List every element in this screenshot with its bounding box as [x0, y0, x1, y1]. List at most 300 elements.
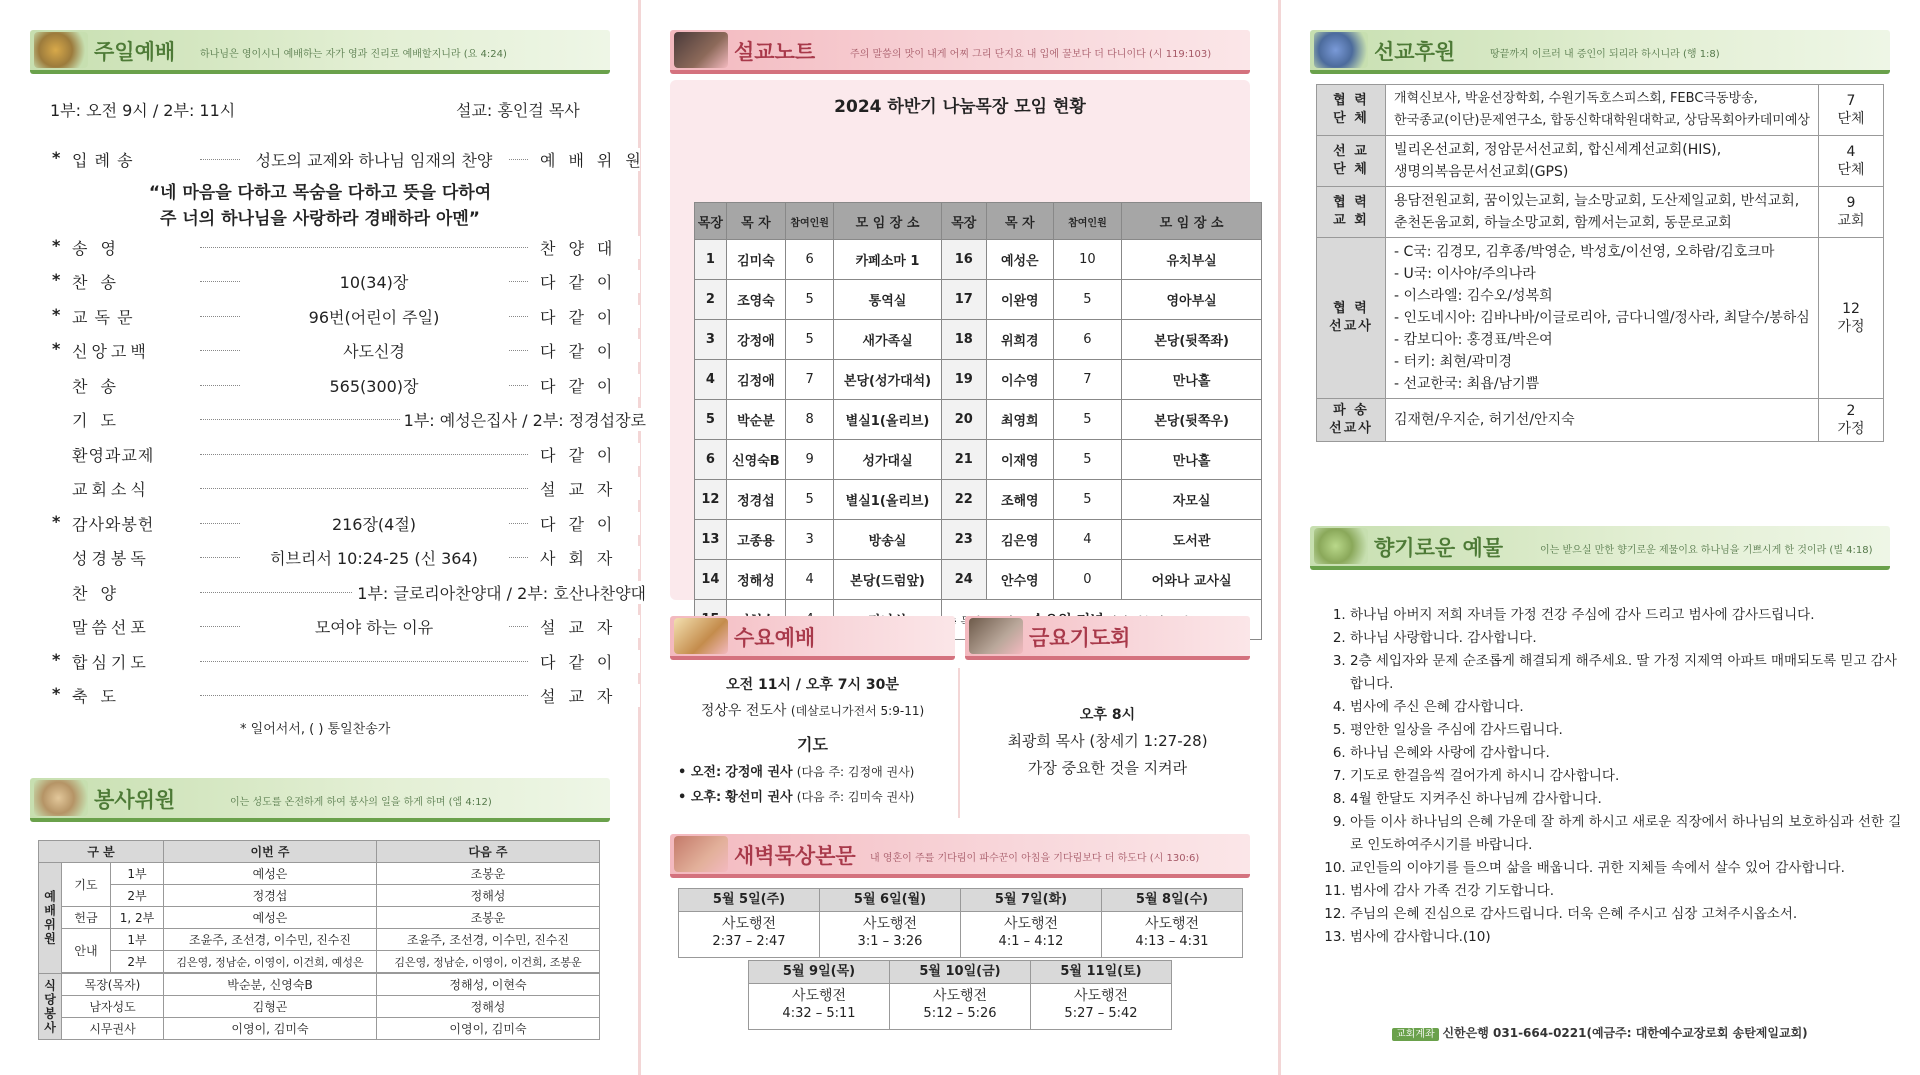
dotted-leader — [200, 695, 528, 696]
mission-row — [1317, 238, 1884, 399]
mission-category: 협 력 단 체 — [1317, 85, 1386, 136]
prayer-next: (다음 주: 김정애 권사) — [796, 765, 915, 779]
dawn-date: 5월 7일(화) — [961, 889, 1101, 912]
cell: 2부 — [111, 951, 164, 973]
prayer-item: 9. 아들 이사 하나님의 은혜 가운데 잘 하게 하시고 새로운 직장에서 하나님의 보호하심과 선한 길로 인도하여주시기를 바랍니다. — [1350, 811, 1906, 857]
table-header: 참여인원 — [786, 203, 834, 240]
dotted-leader — [200, 454, 528, 455]
order-name: 성경봉독 — [72, 549, 150, 568]
table-cell: 4 — [786, 560, 834, 600]
prayer-label: • 오후: — [678, 790, 722, 805]
table-cell: 17 — [941, 280, 986, 320]
worship-order-item — [50, 148, 690, 176]
table-row — [695, 440, 1262, 480]
order-responsible: 다같이 — [540, 339, 640, 362]
section-title: 향기로운 예물 — [1374, 536, 1504, 560]
order-name: 교회소식 — [72, 480, 150, 499]
standing-note: * 일어서서, ( ) 통일찬송가 — [240, 722, 391, 737]
praying-hands-icon — [969, 618, 1023, 654]
dawn-passage — [890, 984, 1030, 1023]
table-cell: 김은영 — [986, 520, 1053, 560]
order-responsible: 다같이 — [540, 374, 640, 397]
star-mark: * — [52, 650, 61, 669]
service-times: 1부: 오전 9시 / 2부: 11시 — [50, 101, 236, 120]
order-name: 기 도 — [72, 411, 120, 430]
prayer-item: 5. 평안한 일상을 주심에 감사드립니다. — [1350, 719, 1906, 742]
cell: 예성은 — [164, 907, 377, 929]
worship-order-item — [50, 374, 690, 402]
dawn-book: 사도행전 — [1144, 916, 1200, 932]
table-cell: 정경섭 — [726, 480, 785, 520]
table-row — [695, 520, 1262, 560]
table-header: 목 자 — [726, 203, 785, 240]
order-name: 감사와봉헌 — [72, 515, 155, 534]
order-name: 찬 송 — [72, 273, 120, 292]
dawn-range: 4:13 – 4:31 — [1135, 934, 1209, 949]
dotted-leader — [200, 661, 528, 662]
dawn-range: 5:27 – 5:42 — [1064, 1006, 1138, 1021]
order-responsible: 설교자 — [540, 684, 640, 707]
dawn-passage — [1102, 912, 1242, 951]
order-content: 모여야 하는 이유 — [240, 615, 508, 638]
table-cell: 별실1(올리브) — [834, 400, 941, 440]
section-header-volunteers — [30, 778, 610, 822]
table-cell: 만나홀 — [1122, 440, 1262, 480]
friday-prayer — [965, 668, 1250, 818]
order-content: 히브리서 10:24-25 (신 364) — [240, 546, 508, 569]
table-cell: 5 — [695, 400, 727, 440]
prayer-item: 6. 하나님 은혜와 사랑에 감사합니다. — [1350, 742, 1906, 765]
section-header-sermon-note — [670, 30, 1250, 74]
section-header-sunday-worship — [30, 30, 610, 74]
dawn-passage — [961, 912, 1101, 951]
header-next-week: 다음 주 — [377, 841, 600, 863]
order-name: 입 례 송 — [72, 151, 134, 170]
section-title: 선교후원 — [1374, 40, 1456, 64]
sermon-note-panel — [670, 80, 1250, 600]
mission-content: 김재현/우지순, 허기선/안지숙 — [1386, 399, 1819, 442]
worship-order-item — [50, 443, 690, 471]
table-row — [695, 360, 1262, 400]
cell: 조봉운 — [377, 907, 600, 929]
mission-content: - C국: 김경모, 김후종/박영순, 박성호/이선영, 오하람/김호크마 - U국: 이사야/주의나라 - 이스라엘: 김수오/성복희 - 인도네시아: 김바나바/이글로리아, 금다니엘/정사라, 최달수/봉하심 - 캄보디아: 홍경표/박은여 - 터키: 최현/곽미경 - 선교한국: 최욥/남기쁨 — [1386, 238, 1819, 399]
worship-order-item — [50, 650, 690, 678]
table-cell: 고종용 — [726, 520, 785, 560]
section-verse: 이는 성도를 온전하게 하여 봉사의 일을 하게 하며 (엡 4:12) — [230, 797, 492, 808]
dawn-book: 사도행전 — [1073, 988, 1129, 1004]
row-prayer-label: 기도 — [62, 863, 111, 907]
cell: 시무권사 — [62, 1018, 164, 1040]
table-cell: 1 — [695, 240, 727, 280]
dawn-day — [889, 960, 1031, 1030]
order-name: 축 도 — [72, 687, 120, 706]
order-content: 10(34)장 — [240, 270, 508, 293]
order-name: 환영과교제 — [72, 446, 155, 465]
table-cell: 유치부실 — [1122, 240, 1262, 280]
table-header: 모 임 장 소 — [834, 203, 941, 240]
table-cell: 도서관 — [1122, 520, 1262, 560]
table-cell: 5 — [1053, 280, 1121, 320]
cell: 이영이, 김미숙 — [164, 1018, 377, 1040]
wed-prayer-title: 기도 — [797, 735, 828, 754]
table-cell: 5 — [786, 280, 834, 320]
table-cell: 16 — [941, 240, 986, 280]
table-cell: 4 — [695, 360, 727, 400]
section-title: 금요기도회 — [1029, 626, 1131, 650]
wed-speaker: 정상우 전도사 — [700, 703, 787, 719]
mission-content: 빌리온선교회, 정암문서선교회, 합신세계선교회(HIS), 생명의복음문서선교회(GPS) — [1386, 136, 1819, 187]
order-responsible: 사회자 — [540, 546, 640, 569]
section-verse: 이는 받으실 만한 향기로운 제물이요 하나님을 기쁘시게 한 것이라 (빌 4:18) — [1540, 545, 1873, 556]
cell: 조봉운 — [377, 863, 600, 885]
cell: 이영이, 김미숙 — [377, 1018, 600, 1040]
cell: 정해성 — [377, 885, 600, 907]
table-cell: 통역실 — [834, 280, 941, 320]
offering-prayer-list — [1326, 604, 1906, 949]
mission-count: 2 가정 — [1819, 399, 1884, 442]
order-name: 말씀선포 — [72, 618, 150, 637]
cell: 정해성, 이현숙 — [377, 974, 600, 996]
order-responsible: 다같이 — [540, 512, 640, 535]
dawn-range: 3:1 – 3:26 — [857, 934, 923, 949]
table-cell: 본당(드럼앞) — [834, 560, 941, 600]
mission-count: 7 단체 — [1819, 85, 1884, 136]
dawn-date: 5월 5일(주) — [679, 889, 819, 912]
cell: 1부 — [111, 929, 164, 951]
star-mark: * — [52, 305, 61, 324]
table-cell: 6 — [695, 440, 727, 480]
worship-order-item — [50, 546, 690, 574]
mission-category: 선 교 단 체 — [1317, 136, 1386, 187]
table-cell: 영아부실 — [1122, 280, 1262, 320]
table-cell: 안수영 — [986, 560, 1053, 600]
table-cell: 5 — [1053, 400, 1121, 440]
table-cell: 7 — [1053, 360, 1121, 400]
cell: 2부 — [111, 885, 164, 907]
bank-account: 신한은행 031-664-0221(예금주: 대한예수교장로회 송탄제일교회) — [1442, 1026, 1808, 1040]
table-cell: 8 — [786, 400, 834, 440]
dawn-day — [960, 888, 1102, 958]
cell: 정해성 — [377, 996, 600, 1018]
lyric-line-1: “네 마음을 다하고 목숨을 다하고 뜻을 다하여 — [148, 183, 492, 203]
table-cell: 10 — [1053, 240, 1121, 280]
dotted-leader — [200, 247, 528, 248]
section-verse: 하나님은 영이시니 예배하는 자가 영과 진리로 예배할지니라 (요 4:24) — [200, 49, 507, 60]
sprout-icon — [1314, 528, 1368, 564]
worship-order-item — [50, 408, 690, 436]
table-cell: 3 — [786, 520, 834, 560]
prayer-name: 강정애 권사 — [725, 765, 793, 780]
worship-order-item — [50, 305, 690, 333]
prayer-item: 12. 주님의 은혜 진심으로 감사드립니다. 더욱 은혜 주시고 심장 고쳐주시옵소서. — [1350, 903, 1906, 926]
mission-count: 9 교회 — [1819, 187, 1884, 238]
dawn-range: 4:1 – 4:12 — [998, 934, 1064, 949]
dawn-day — [748, 960, 890, 1030]
prayer-item: 7. 기도로 한걸음씩 걸어가게 하시니 감사합니다. — [1350, 765, 1906, 788]
table-cell: 3 — [695, 320, 727, 360]
worship-order-item — [50, 270, 690, 298]
prayer-item: 3. 2층 세입자와 문제 순조롭게 해결되게 해주세요. 딸 가정 지제역 아파트 매매되도록 믿고 감사합니다. — [1350, 650, 1906, 696]
hands-icon — [34, 780, 88, 816]
table-title: 2024 하반기 나눔목장 모임 현황 — [834, 97, 1086, 117]
dawn-book: 사도행전 — [791, 988, 847, 1004]
dawn-date: 5월 8일(수) — [1102, 889, 1242, 912]
dawn-day — [678, 888, 820, 958]
table-cell: 14 — [695, 560, 727, 600]
sunrise-icon — [674, 836, 728, 872]
table-cell: 조해영 — [986, 480, 1053, 520]
mission-row — [1317, 85, 1884, 136]
star-mark: * — [52, 148, 61, 167]
cell: 조윤주, 조선경, 이수민, 진수진 — [377, 929, 600, 951]
cell: 김은영, 정남순, 이영이, 이건희, 예성은 — [164, 951, 377, 973]
worship-order-item — [50, 236, 690, 264]
order-name: 송 영 — [72, 239, 120, 258]
table-header: 목장 — [941, 203, 986, 240]
cell: 1, 2부 — [111, 907, 164, 929]
mission-row — [1317, 136, 1884, 187]
table-cell: 24 — [941, 560, 986, 600]
volunteer-table — [38, 840, 600, 1040]
order-responsible: 다같이 — [540, 650, 640, 673]
column-sermon — [640, 0, 1280, 1075]
prayer-item: 10. 교인들의 이야기를 들으며 삶을 배웁니다. 귀한 지체들 속에서 살수 있어 감사합니다. — [1350, 857, 1906, 880]
wed-time: 오전 11시 / 오후 7시 30분 — [726, 677, 899, 693]
worship-order-item — [50, 615, 690, 643]
bank-info — [1392, 1024, 1808, 1041]
table-cell: 2 — [695, 280, 727, 320]
table-cell: 성가대실 — [834, 440, 941, 480]
cell: 예성은 — [164, 863, 377, 885]
dawn-book: 사도행전 — [1003, 916, 1059, 932]
worship-order-item — [50, 339, 690, 367]
order-content: 565(300)장 — [240, 374, 508, 397]
section-header-friday — [965, 616, 1250, 660]
dawn-range: 5:12 – 5:26 — [923, 1006, 997, 1021]
row-guide-label: 안내 — [62, 929, 111, 973]
table-cell: 예성은 — [986, 240, 1053, 280]
preacher: 설교: 홍인걸 목사 — [456, 101, 580, 120]
dawn-book: 사도행전 — [932, 988, 988, 1004]
cell: 목장(목자) — [62, 974, 164, 996]
group-meeting-table — [694, 202, 1262, 640]
order-name: 찬 양 — [72, 584, 120, 603]
order-responsible: 예배위원 — [540, 148, 640, 171]
lyric-line-2: 주 너의 하나님을 사랑하라 경배하라 아멘” — [160, 209, 480, 229]
mission-count: 4 단체 — [1819, 136, 1884, 187]
section-title: 수요예배 — [734, 626, 816, 650]
worship-order-item — [50, 512, 690, 540]
mission-table — [1316, 84, 1884, 442]
cell: 김형곤 — [164, 996, 377, 1018]
mission-category: 협 력 교 회 — [1317, 187, 1386, 238]
table-header: 참여인원 — [1053, 203, 1121, 240]
prayer-label: • 오전: — [678, 765, 722, 780]
table-cell: 위희경 — [986, 320, 1053, 360]
table-cell: 5 — [1053, 480, 1121, 520]
header-this-week: 이번 주 — [164, 841, 377, 863]
header-category: 구 분 — [39, 841, 164, 863]
dawn-passage — [820, 912, 960, 951]
mission-row — [1317, 187, 1884, 238]
table-cell: 이재영 — [986, 440, 1053, 480]
cell: 정경섭 — [164, 885, 377, 907]
mission-row — [1317, 399, 1884, 442]
order-content: 1부: 글로리아찬양대 / 2부: 호산나찬양대 — [353, 581, 650, 604]
prayer-next: (다음 주: 김미숙 권사) — [796, 790, 915, 804]
star-mark: * — [52, 684, 61, 703]
dawn-date: 5월 6일(월) — [820, 889, 960, 912]
dawn-day — [1030, 960, 1172, 1030]
table-cell: 새가족실 — [834, 320, 941, 360]
prayer-item: 13. 범사에 감사합니다.(10) — [1350, 926, 1906, 949]
order-content: 사도신경 — [240, 339, 508, 362]
bank-tag: 교회계좌 — [1392, 1028, 1439, 1041]
table-cell: 조영숙 — [726, 280, 785, 320]
dawn-range: 4:32 – 5:11 — [782, 1006, 856, 1021]
section-header-wednesday — [670, 616, 955, 660]
table-row — [695, 400, 1262, 440]
table-cell: 7 — [786, 360, 834, 400]
section-verse: 땅끝까지 이르러 내 증인이 되리라 하시니라 (행 1:8) — [1490, 49, 1720, 60]
dawn-passage — [749, 984, 889, 1023]
mission-content: 용담전원교회, 꿈이있는교회, 늘소망교회, 도산제일교회, 반석교회, 춘천돈움교회, 하늘소망교회, 함께서는교회, 동문로교회 — [1386, 187, 1819, 238]
table-row — [695, 480, 1262, 520]
flower-icon — [1314, 32, 1368, 68]
cell: 김은영, 정남순, 이영이, 이건희, 조봉운 — [377, 951, 600, 973]
book-icon — [674, 32, 728, 68]
table-cell: 23 — [941, 520, 986, 560]
table-cell: 본당(뒷쪽좌) — [1122, 320, 1262, 360]
order-responsible: 다같이 — [540, 270, 640, 293]
divider — [958, 668, 960, 818]
section-title: 주일예배 — [94, 40, 176, 64]
fri-time: 오후 8시 — [1079, 707, 1136, 723]
table-cell: 박순분 — [726, 400, 785, 440]
star-mark: * — [52, 236, 61, 255]
order-responsible: 설교자 — [540, 615, 640, 638]
star-mark: * — [52, 339, 61, 358]
star-mark: * — [52, 512, 61, 531]
table-cell: 6 — [786, 240, 834, 280]
table-cell: 김정애 — [726, 360, 785, 400]
dawn-range: 2:37 – 2:47 — [712, 934, 786, 949]
table-cell: 어와나 교사실 — [1122, 560, 1262, 600]
cell: 남자성도 — [62, 996, 164, 1018]
table-cell: 13 — [695, 520, 727, 560]
mission-content: 개혁신보사, 박윤선장학회, 수원기독호스피스회, FEBC극동방송, 한국종교(이단)문제연구소, 합동신학대학원대학교, 상담목회아카데미예상 — [1386, 85, 1819, 136]
table-cell: 18 — [941, 320, 986, 360]
table-row — [695, 320, 1262, 360]
table-cell: 강정애 — [726, 320, 785, 360]
dawn-date: 5월 11일(토) — [1031, 961, 1171, 984]
table-row — [695, 280, 1262, 320]
table-header: 목장 — [695, 203, 727, 240]
order-content: 1부: 예성은집사 / 2부: 정경섭장로 — [400, 408, 650, 431]
table-cell: 최영희 — [986, 400, 1053, 440]
table-cell: 본당(뒷쪽우) — [1122, 400, 1262, 440]
table-cell: 자모실 — [1122, 480, 1262, 520]
section-header-mission — [1310, 30, 1890, 74]
order-responsible: 다같이 — [540, 443, 640, 466]
table-cell: 19 — [941, 360, 986, 400]
dawn-day — [819, 888, 961, 958]
fri-speaker: 최광희 목사 (창세기 1:27-28) — [1007, 732, 1208, 750]
dawn-date: 5월 10일(금) — [890, 961, 1030, 984]
fri-sermon: 가장 중요한 것을 지켜라 — [1027, 759, 1188, 777]
mission-count: 12 가정 — [1819, 238, 1884, 399]
prayer-item: 2. 하나님 사랑합니다. 감사합니다. — [1350, 627, 1906, 650]
group-food: 식당봉사 — [39, 974, 62, 1040]
table-cell: 6 — [1053, 320, 1121, 360]
prayer-item: 8. 4월 한달도 지켜주신 하나님께 감사합니다. — [1350, 788, 1906, 811]
table-cell: 0 — [1053, 560, 1121, 600]
section-title: 새벽묵상본문 — [734, 844, 856, 868]
dawn-date: 5월 9일(목) — [749, 961, 889, 984]
table-cell: 5 — [786, 480, 834, 520]
table-cell: 김미숙 — [726, 240, 785, 280]
table-cell: 4 — [1053, 520, 1121, 560]
prayer-item: 1. 하나님 아버지 저희 자녀들 가정 건강 주심에 감사 드리고 범사에 감사드립니다. — [1350, 604, 1906, 627]
prayer-name: 황선미 권사 — [725, 790, 793, 805]
table-cell: 신영숙B — [726, 440, 785, 480]
table-cell: 21 — [941, 440, 986, 480]
leaf-icon — [34, 32, 88, 68]
worship-order-item — [50, 684, 690, 712]
cross-icon — [674, 618, 728, 654]
table-cell: 5 — [1053, 440, 1121, 480]
table-cell: 22 — [941, 480, 986, 520]
wednesday-worship — [670, 668, 955, 818]
table-row — [695, 560, 1262, 600]
table-cell: 이완영 — [986, 280, 1053, 320]
table-cell: 정해성 — [726, 560, 785, 600]
dotted-leader — [200, 488, 528, 489]
prayer-item: 4. 범사에 주신 은혜 감사합니다. — [1350, 696, 1906, 719]
table-cell: 이수영 — [986, 360, 1053, 400]
section-verse: 주의 말씀의 맛이 내게 어찌 그리 단지요 내 입에 꿀보다 더 다니이다 (시 119:103) — [850, 49, 1212, 60]
table-header: 모 임 장 소 — [1122, 203, 1262, 240]
table-cell: 카페소마 1 — [834, 240, 941, 280]
table-header: 목 자 — [986, 203, 1053, 240]
cell: 박순분, 신영숙B — [164, 974, 377, 996]
group-worship: 예배위원 — [39, 863, 62, 974]
dawn-passage — [1031, 984, 1171, 1023]
order-name: 신앙고백 — [72, 342, 150, 361]
mission-category: 협 력 선교사 — [1317, 238, 1386, 399]
dawn-book: 사도행전 — [862, 916, 918, 932]
order-responsible: 다같이 — [540, 305, 640, 328]
column-mission — [1280, 0, 1920, 1075]
dawn-passage — [679, 912, 819, 951]
dawn-day — [1101, 888, 1243, 958]
order-responsible: 찬양대 — [540, 236, 640, 259]
table-cell: 20 — [941, 400, 986, 440]
cell: 헌금 — [62, 907, 111, 929]
order-content: 96번(어린이 주일) — [240, 305, 508, 328]
prayer-item: 11. 범사에 감사 가족 건강 기도합니다. — [1350, 880, 1906, 903]
star-mark: * — [52, 270, 61, 289]
mission-category: 파 송 선교사 — [1317, 399, 1386, 442]
dawn-book: 사도행전 — [721, 916, 777, 932]
section-verse: 내 영혼이 주를 기다림이 파수꾼이 아침을 기다림보다 더 하도다 (시 130:6) — [870, 853, 1200, 864]
section-header-dawn — [670, 834, 1250, 878]
section-header-offering — [1310, 526, 1890, 570]
table-cell: 만나홀 — [1122, 360, 1262, 400]
table-row — [695, 240, 1262, 280]
section-title: 봉사위원 — [94, 788, 176, 812]
order-name: 찬 송 — [72, 377, 120, 396]
